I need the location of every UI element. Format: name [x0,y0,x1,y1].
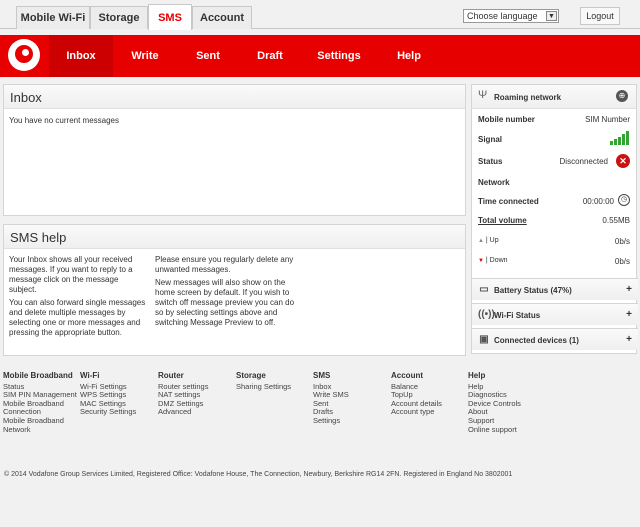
up-label-text: Up [489,237,499,244]
total-volume-value: 0.55MB [602,216,630,225]
footer-link[interactable]: WPS Settings [80,390,127,400]
time-connected-row [478,197,630,211]
help-text-col2 [155,255,298,328]
tab-mobile-wifi[interactable]: Mobile Wi-Fi [16,6,90,29]
footer-link[interactable]: Online support [468,424,517,434]
help-paragraph: Your Inbox shows all your received messages. If you want to reply to a message click on the message subject. [9,255,133,294]
sms-help-title: SMS help [4,225,465,249]
help-paragraph: You can also forward single messages and delete multiple messages by selecting one or more messages and pressing the appropriate button. [9,298,146,337]
status-row [478,157,630,171]
expand-plus-icon[interactable]: + [626,284,632,295]
footer-link[interactable]: Drafts [313,407,334,417]
inbox-empty-message: You have no current messages [9,116,119,125]
disconnect-icon[interactable]: ✕ [616,154,630,168]
tab-storage[interactable]: Storage [90,6,148,29]
status-label: Status [478,157,503,166]
status-value: Disconnected [559,157,608,166]
footer-link[interactable]: Account type [391,407,435,417]
time-connected-value: 00:00:00 [582,197,614,206]
signal-strength-icon [610,131,630,145]
battery-status-section[interactable] [472,278,638,300]
network-label: Network [478,178,510,187]
footer-link[interactable]: Diagnostics [468,390,507,400]
footer-link[interactable]: About [468,407,488,417]
battery-icon: ▭ [479,284,489,295]
help-text-col1 [9,255,147,338]
wifi-status-label: Wi-Fi Status [494,311,541,320]
help-paragraph: Please ensure you regularly delete any unwanted messages. [155,255,294,274]
upload-label: ▲ | Up [478,237,499,244]
wifi-icon: ((•)) [478,309,495,320]
footer-link[interactable]: Inbox [313,381,332,391]
inbox-panel [3,84,466,216]
help-paragraph: New messages will also show on the home screen by default. If you wish to switch off message preview you can do so by selecting settings above and switching Message Preview to off. [155,278,295,327]
devices-icon: ▣ [479,334,489,345]
footer-link[interactable]: Sent [313,398,329,408]
footer-column [158,372,232,417]
expand-plus-icon[interactable]: + [626,309,632,320]
footer-column [391,372,465,417]
footer-heading: Wi-Fi [80,371,100,380]
wifi-status-section[interactable] [472,303,638,325]
sms-help-panel [3,224,466,356]
nav-draft[interactable]: Draft [257,50,283,62]
footer-link[interactable]: Mobile Broadband Network [3,415,64,434]
upload-speed-value: 0b/s [614,237,630,246]
footer-link[interactable]: Sharing Settings [236,381,292,391]
total-volume-link[interactable]: Total volume [478,216,527,225]
download-label: ▼ | Down [478,257,508,264]
footer-heading: SMS [313,371,331,380]
footer-column [468,372,542,434]
clock-icon: ◷ [618,194,630,206]
footer-heading: Router [158,371,184,380]
nav-write[interactable]: Write [131,50,159,62]
download-speed-value: 0b/s [614,257,630,266]
roaming-network-title: Roaming network [494,93,562,102]
expand-plus-icon[interactable]: + [626,334,632,345]
status-panel-header [472,85,636,109]
footer-column [313,372,387,426]
footer-link[interactable]: Security Settings [80,407,137,417]
chevron-down-icon: ▼ [546,11,557,21]
main-nav [0,35,640,77]
footer-link[interactable]: Write SMS [313,390,349,400]
footer-column [236,372,310,391]
connected-devices-section[interactable] [472,328,638,350]
antenna-icon: Ψ [478,89,488,101]
copyright-text: © 2014 Vodafone Group Services Limited, Registered Office: Vodafone House, The Connection, Newbury, Berkshire RG14 2FN. Registered in England No 3802001 [4,471,513,478]
footer-heading: Account [391,371,423,380]
footer-link[interactable]: TopUp [391,390,413,400]
footer-heading: Help [468,371,486,380]
footer-link[interactable]: Mobile Broadband Connection [3,398,64,417]
footer-link[interactable]: Settings [313,415,341,425]
mobile-number-value: SIM Number [585,115,630,124]
footer-link[interactable]: DMZ Settings [158,398,204,408]
footer-column [3,372,77,434]
footer-link[interactable]: SIM PIN Management [3,390,77,400]
nav-settings[interactable]: Settings [317,50,361,62]
inbox-title: Inbox [4,85,465,109]
top-tab-bar [0,0,640,29]
footer-link[interactable]: Balance [391,381,419,391]
footer-link[interactable]: NAT settings [158,390,201,400]
signal-label: Signal [478,135,503,144]
down-arrow-icon: ▼ [478,258,484,264]
footer-link[interactable]: Help [468,381,484,391]
nav-inbox[interactable]: Inbox [49,35,113,77]
footer-column [80,372,154,417]
footer-link[interactable]: Support [468,415,495,425]
signal-row [478,135,630,149]
footer-link[interactable]: Account details [391,398,442,408]
tab-account[interactable]: Account [192,6,252,29]
footer-link[interactable]: Advanced [158,407,192,417]
footer-link[interactable]: Wi-Fi Settings [80,381,127,391]
footer-link[interactable]: Status [3,381,25,391]
language-select[interactable] [463,9,559,23]
time-connected-label: Time connected [478,197,539,206]
tab-sms[interactable]: SMS [148,4,192,30]
footer-link[interactable]: Device Controls [468,398,521,408]
logout-button[interactable]: Logout [580,7,620,25]
footer-heading: Mobile Broadband [3,371,73,380]
vodafone-logo [8,39,40,71]
battery-status-label: Battery Status (47%) [494,286,572,295]
connected-devices-label: Connected devices (1) [494,336,579,345]
status-panel [471,84,637,354]
nav-sent[interactable]: Sent [196,50,220,62]
language-select-value: Choose language [467,11,538,21]
nav-help[interactable]: Help [397,50,421,62]
footer-link[interactable]: Router settings [158,381,209,391]
footer-heading: Storage [236,371,266,380]
up-arrow-icon: ▲ [478,238,484,244]
mobile-number-label: Mobile number [478,115,535,124]
down-label-text: Down [489,257,508,264]
footer-link[interactable]: MAC Settings [80,398,126,408]
globe-icon[interactable]: ⊕ [616,90,628,102]
